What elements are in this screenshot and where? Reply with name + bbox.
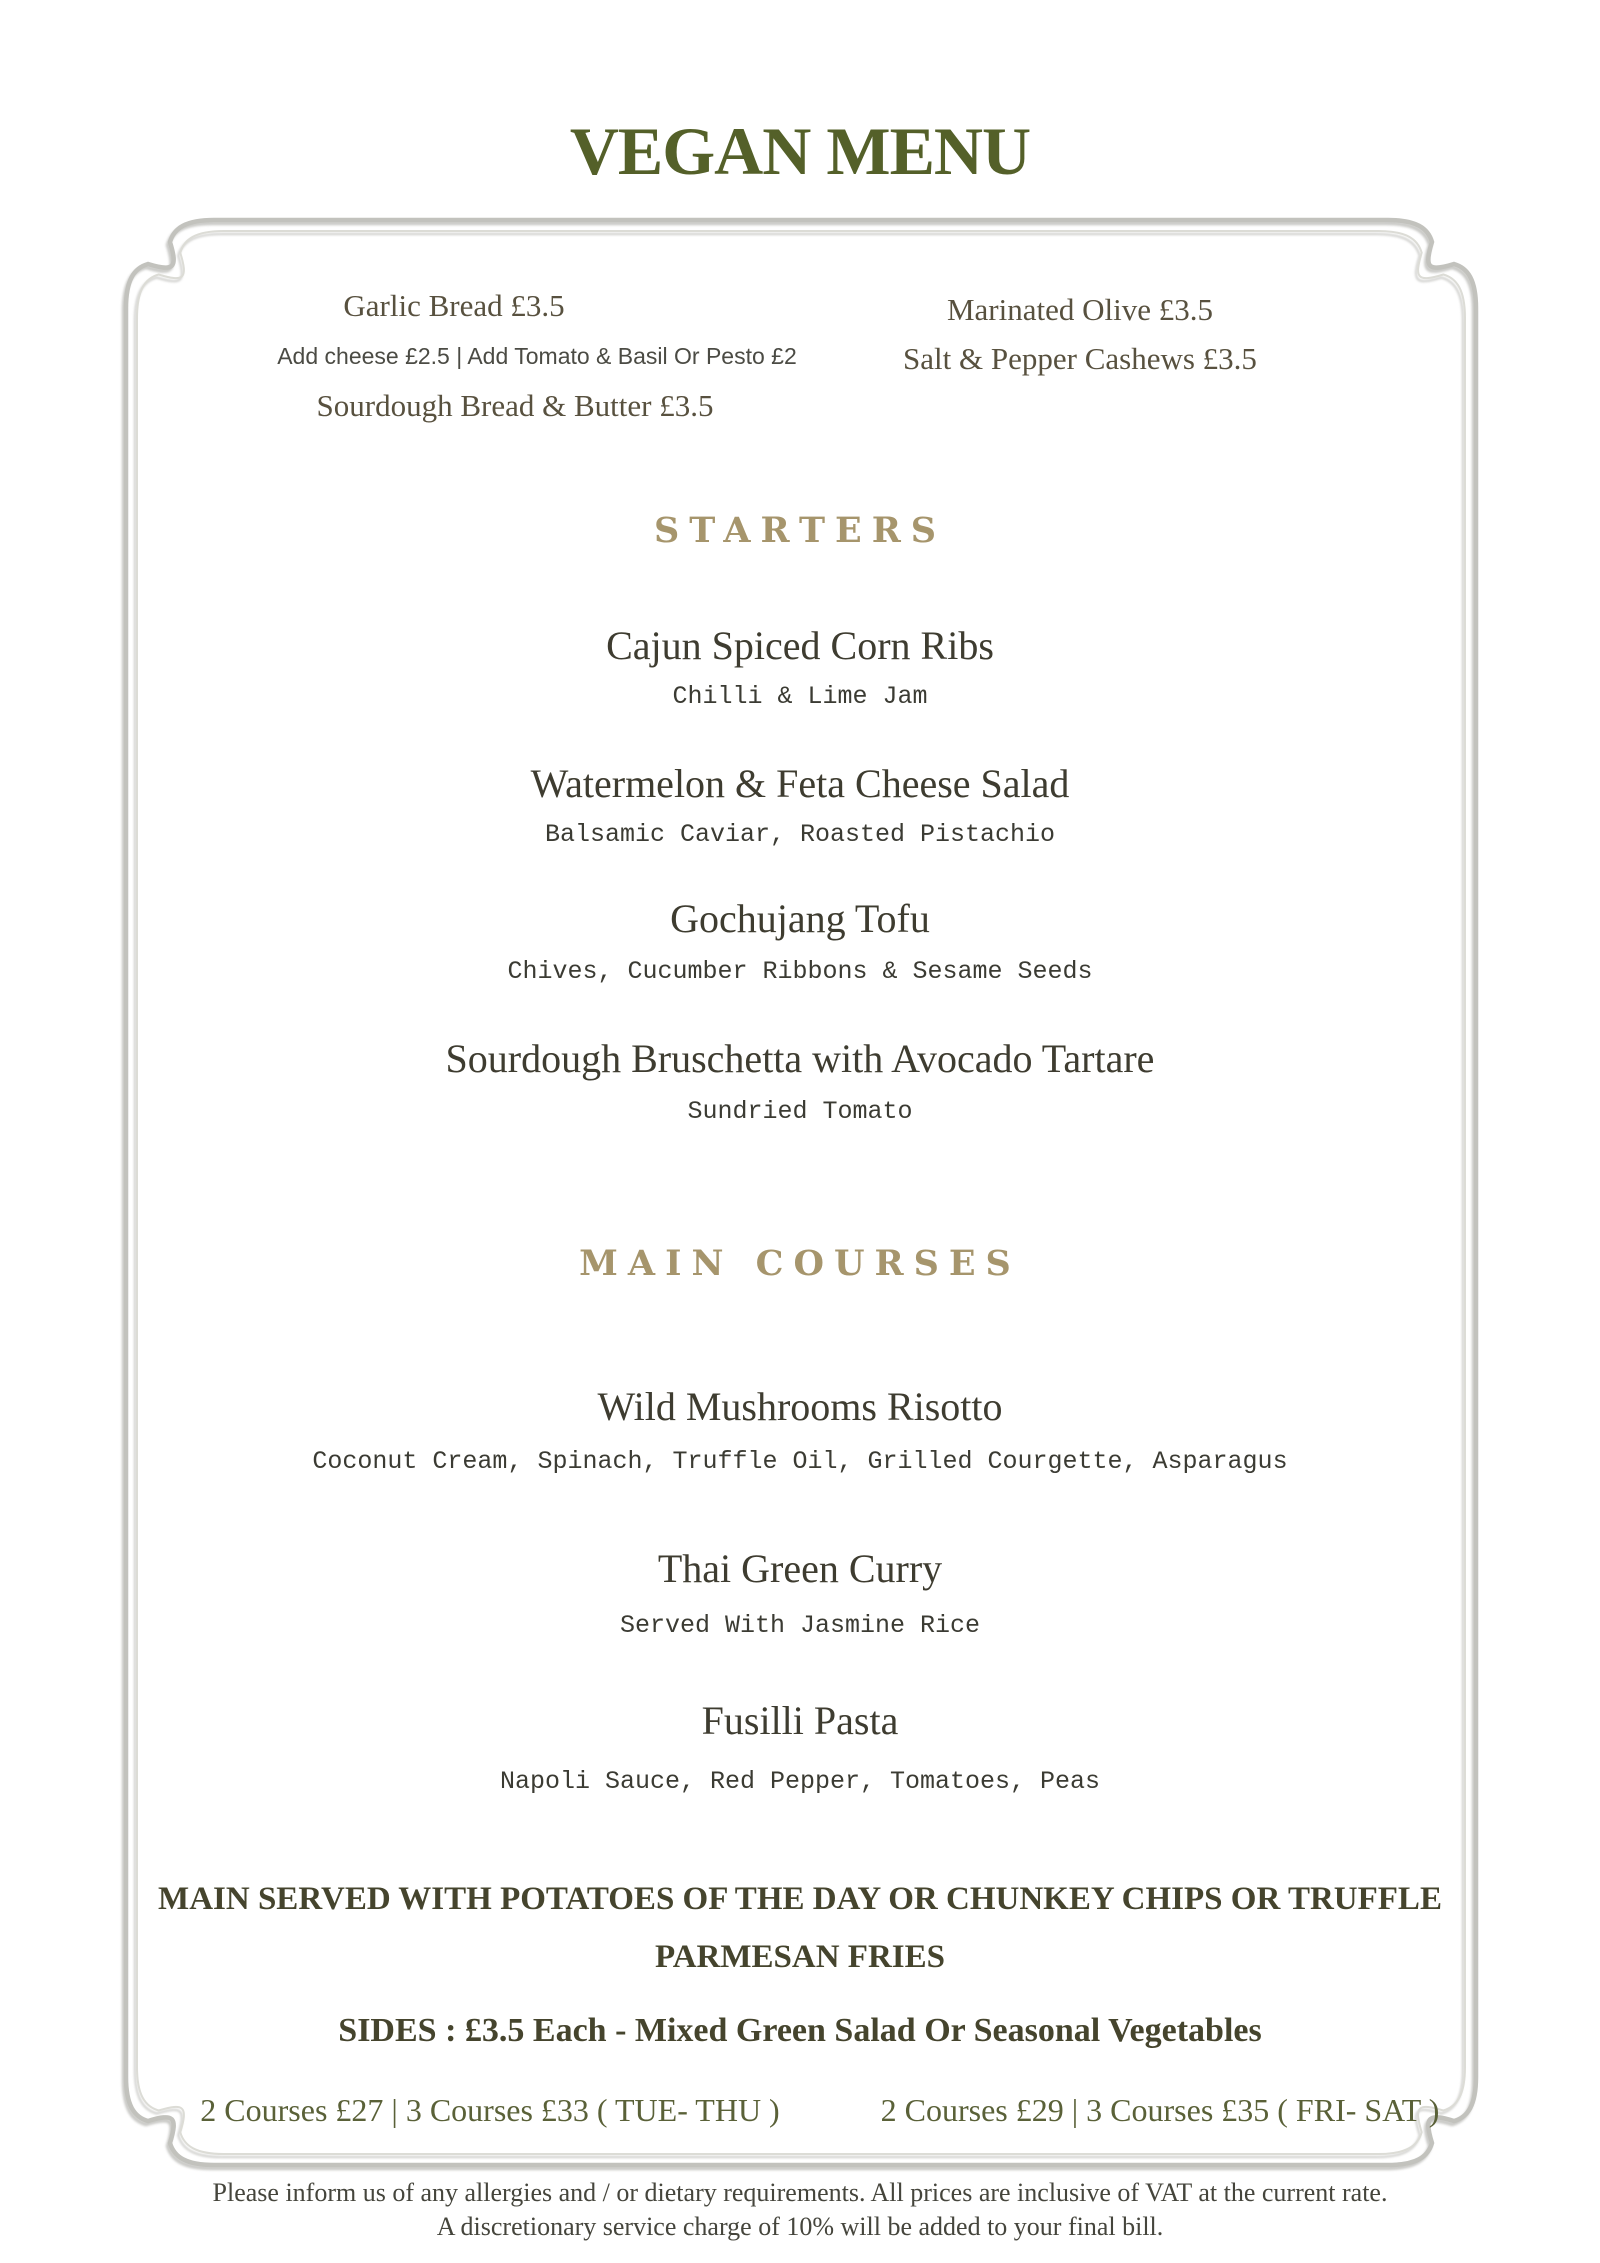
section-heading-main-courses: MAIN COURSES: [579, 1243, 1021, 1284]
dish-description: Chives, Cucumber Ribbons & Sesame Seeds: [507, 957, 1093, 986]
nibble-garlic-bread-addons: Add cheese £2.5 | Add Tomato & Basil Or Pesto £2: [277, 343, 797, 369]
dish-name: Wild Mushrooms Risotto: [597, 1384, 1003, 1429]
set-menu-price-weekday: 2 Courses £27 | 3 Courses £33 ( TUE- THU ): [200, 2092, 780, 2128]
nibble-garlic-bread: Garlic Bread £3.5: [343, 288, 565, 323]
dish-description: Chilli & Lime Jam: [672, 682, 928, 711]
section-heading-starters: STARTERS: [653, 510, 947, 551]
dish-description: Served With Jasmine Rice: [619, 1611, 981, 1640]
dish-name: Gochujang Tofu: [670, 896, 930, 941]
page-title: VEGAN MENU: [569, 112, 1031, 189]
dish-description: Coconut Cream, Spinach, Truffle Oil, Grilled Courgette, Asparagus: [312, 1447, 1288, 1476]
set-menu-price-weekend: 2 Courses £29 | 3 Courses £35 ( FRI- SAT ): [880, 2092, 1440, 2128]
nibble-salt-pepper-cashews: Salt & Pepper Cashews £3.5: [903, 341, 1257, 376]
nibble-sourdough-bread: Sourdough Bread & Butter £3.5: [316, 388, 714, 423]
footer-line-2: A discretionary service charge of 10% will be added to your final bill.: [436, 2212, 1164, 2241]
dish-name: Sourdough Bruschetta with Avocado Tartare: [445, 1036, 1155, 1081]
dish-description: Balsamic Caviar, Roasted Pistachio: [544, 820, 1056, 849]
dish-name: Thai Green Curry: [657, 1546, 943, 1591]
dish-name: Fusilli Pasta: [701, 1698, 899, 1743]
dish-name: Watermelon & Feta Cheese Salad: [530, 761, 1070, 806]
dish-name: Cajun Spiced Corn Ribs: [606, 623, 994, 668]
mains-served-note: MAIN SERVED WITH POTATOES OF THE DAY OR CHUNKEY CHIPS OR TRUFFLE PARMESAN FRIES: [158, 1881, 1442, 1975]
dish-description: Sundried Tomato: [687, 1097, 913, 1126]
allergy-footer: [0, 2176, 1600, 2244]
footer-line-1: Please inform us of any allergies and / or dietary requirements. All prices are inclusive of VAT at the current rate.: [212, 2178, 1388, 2207]
dish-description: Napoli Sauce, Red Pepper, Tomatoes, Peas: [499, 1767, 1101, 1796]
sides-note: SIDES : £3.5 Each - Mixed Green Salad Or Seasonal Vegetables: [338, 2012, 1262, 2049]
nibble-marinated-olive: Marinated Olive £3.5: [946, 292, 1213, 327]
